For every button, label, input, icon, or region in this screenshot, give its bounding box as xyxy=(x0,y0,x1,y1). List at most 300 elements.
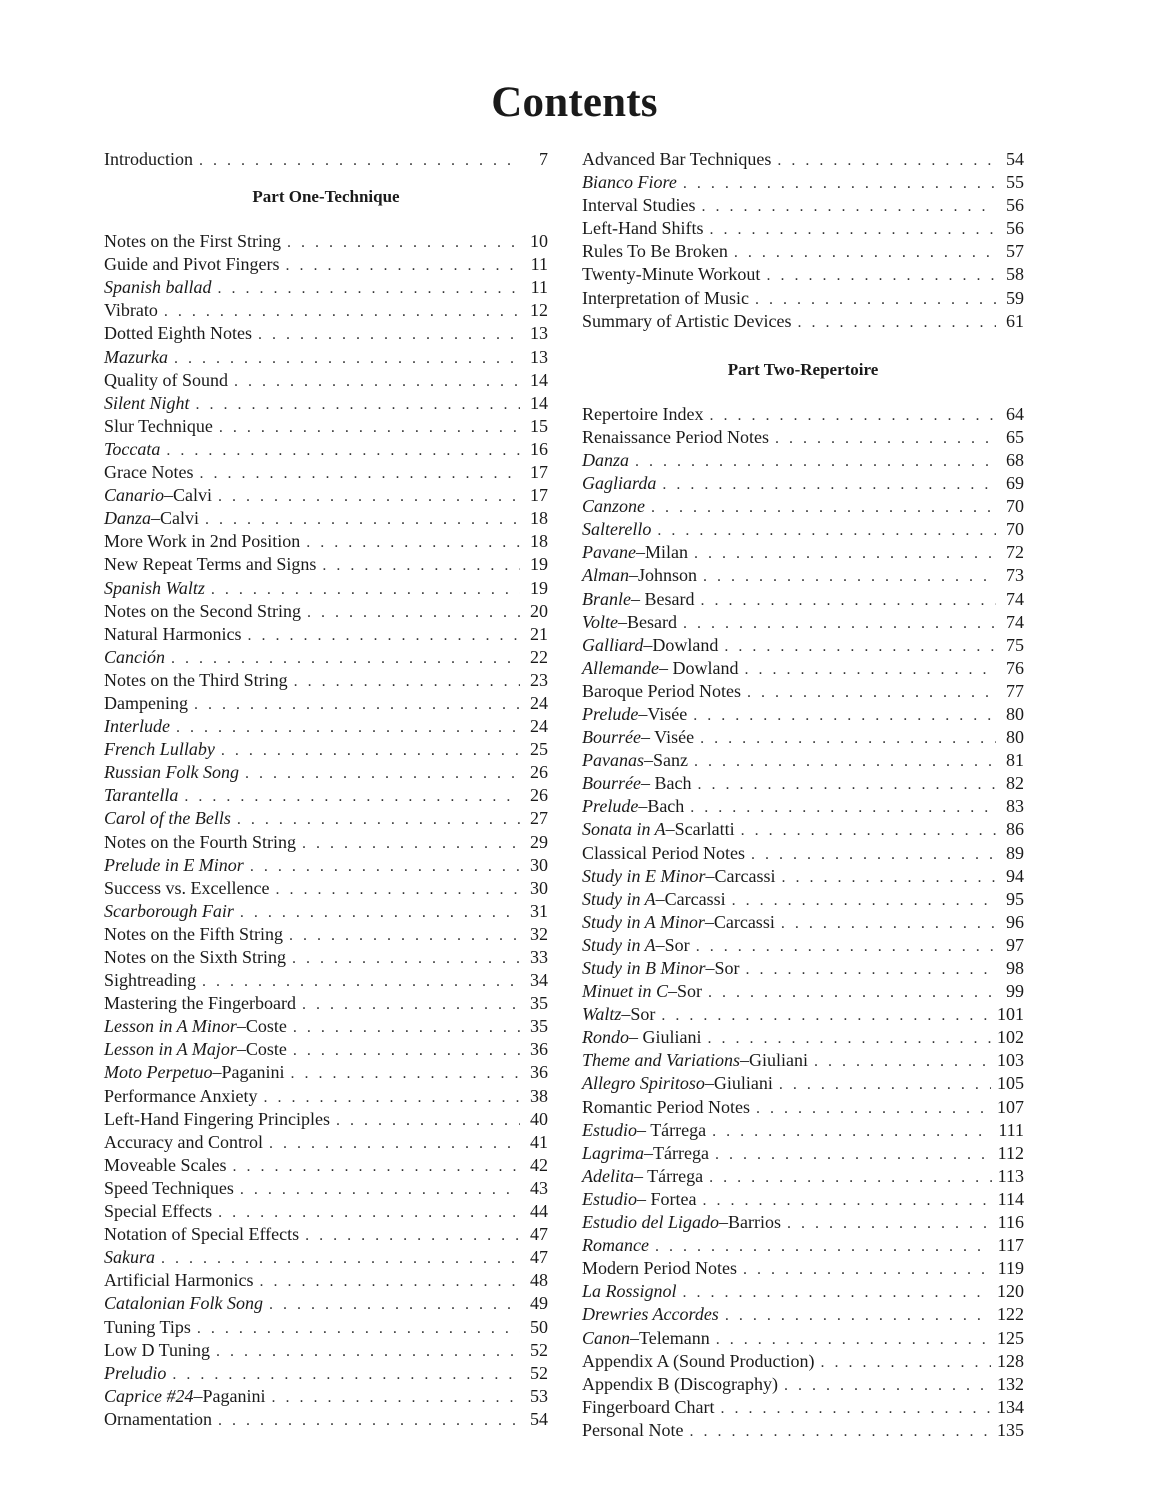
toc-entry-page: 70 xyxy=(1006,519,1024,540)
dot-leader xyxy=(720,1397,991,1420)
toc-entry[interactable] xyxy=(582,1396,1024,1419)
toc-entry[interactable] xyxy=(582,1072,1024,1095)
toc-entry[interactable] xyxy=(104,1177,548,1200)
dot-leader xyxy=(240,901,520,924)
dot-leader xyxy=(164,300,520,323)
toc-entry[interactable] xyxy=(104,1061,548,1084)
toc-entry[interactable] xyxy=(104,784,548,807)
toc-entry[interactable] xyxy=(582,1257,1024,1280)
toc-entry[interactable] xyxy=(104,438,548,461)
toc-list-part-one xyxy=(104,230,548,1431)
toc-entry[interactable] xyxy=(582,772,1024,795)
toc-entry[interactable] xyxy=(104,969,548,992)
dot-leader xyxy=(218,485,520,508)
toc-entry[interactable] xyxy=(582,287,1024,310)
dot-leader xyxy=(696,935,996,958)
toc-entry[interactable] xyxy=(582,1003,1024,1026)
toc-entry[interactable] xyxy=(104,1154,548,1177)
toc-entry[interactable] xyxy=(104,1362,548,1385)
toc-entry-page: 35 xyxy=(530,993,548,1014)
toc-entry-page: 54 xyxy=(1006,149,1024,169)
toc-entry[interactable] xyxy=(582,194,1024,217)
toc-entry-page: 43 xyxy=(530,1177,548,1198)
dot-leader xyxy=(305,1224,520,1247)
toc-entry-page: 55 xyxy=(1006,172,1024,193)
toc-entry[interactable] xyxy=(582,1373,1024,1396)
dot-leader xyxy=(694,750,996,773)
toc-entry-page: 17 xyxy=(530,462,548,483)
toc-entry[interactable] xyxy=(582,980,1024,1003)
toc-entry[interactable] xyxy=(104,669,548,692)
toc-entry-title: Allegro Spiritoso–Giuliani xyxy=(582,1073,773,1094)
toc-entry-page: 15 xyxy=(530,415,548,436)
toc-entry-title: Modern Period Notes xyxy=(582,1258,737,1279)
toc-entry[interactable] xyxy=(582,495,1024,518)
dot-leader xyxy=(287,231,520,254)
toc-entry[interactable] xyxy=(582,426,1024,449)
toc-entry-page: 24 xyxy=(530,716,548,737)
toc-entry-page: 73 xyxy=(1006,565,1024,586)
toc-entry-title: Personal Note xyxy=(582,1419,684,1440)
toc-entry-title: Success vs. Excellence xyxy=(104,877,270,898)
toc-entry-page: 68 xyxy=(1006,449,1024,470)
toc-entry-title: Spanish ballad xyxy=(104,277,212,298)
dot-leader xyxy=(751,843,996,866)
toc-entry[interactable] xyxy=(582,1303,1024,1326)
dot-leader xyxy=(161,1247,520,1270)
toc-entry[interactable] xyxy=(104,877,548,900)
toc-entry-page: 74 xyxy=(1006,611,1024,632)
toc-entry-title: Toccata xyxy=(104,438,161,459)
toc-entry[interactable] xyxy=(582,240,1024,263)
toc-entry[interactable] xyxy=(582,518,1024,541)
toc-entry-page: 57 xyxy=(1006,241,1024,262)
toc-entry[interactable] xyxy=(582,1419,1024,1442)
toc-entry[interactable] xyxy=(582,1280,1024,1303)
toc-entry-title: Interlude xyxy=(104,716,170,737)
dot-leader xyxy=(211,578,520,601)
toc-entry[interactable] xyxy=(104,807,548,830)
toc-entry-page: 107 xyxy=(997,1096,1024,1117)
dot-leader xyxy=(766,264,996,287)
toc-entry-page: 98 xyxy=(1006,958,1024,978)
toc-entry[interactable] xyxy=(582,310,1024,333)
toc-entry-title: Lesson in A Major–Coste xyxy=(104,1039,287,1060)
toc-entry[interactable] xyxy=(104,253,548,276)
dot-leader xyxy=(746,958,996,981)
toc-entry-page: 128 xyxy=(997,1350,1024,1371)
toc-entry-title: Tuning Tips xyxy=(104,1316,191,1337)
toc-entry[interactable] xyxy=(104,1200,548,1223)
toc-entry[interactable] xyxy=(104,369,548,392)
toc-entry[interactable] xyxy=(582,818,1024,841)
toc-entry-page: 58 xyxy=(1006,264,1024,285)
toc-entry[interactable] xyxy=(582,403,1024,426)
toc-entry[interactable] xyxy=(582,217,1024,240)
toc-entry-title: More Work in 2nd Position xyxy=(104,531,301,552)
toc-entry[interactable] xyxy=(104,553,548,576)
toc-entry-title: Guide and Pivot Fingers xyxy=(104,254,280,275)
toc-entry[interactable] xyxy=(104,1292,548,1315)
dot-leader xyxy=(708,981,996,1004)
toc-entry-title: Study in A Minor–Carcassi xyxy=(582,911,775,932)
dot-leader xyxy=(172,1363,520,1386)
dot-leader xyxy=(199,462,520,485)
toc-entry[interactable] xyxy=(582,957,1024,980)
toc-entry[interactable] xyxy=(582,934,1024,957)
dot-leader xyxy=(234,370,520,393)
toc-entry-title: Carol of the Bells xyxy=(104,808,231,829)
toc-entry-title: Catalonian Folk Song xyxy=(104,1293,263,1314)
dot-leader xyxy=(690,796,996,819)
dot-leader xyxy=(269,1293,520,1316)
toc-entry[interactable] xyxy=(582,1142,1024,1165)
dot-leader xyxy=(715,1143,992,1166)
toc-entry-page: 25 xyxy=(530,739,548,760)
toc-entry-title: Moveable Scales xyxy=(104,1154,227,1175)
toc-entry-title: Introduction xyxy=(104,149,193,169)
toc-entry-page: 26 xyxy=(530,785,548,806)
dot-leader xyxy=(781,912,996,935)
dot-leader xyxy=(219,416,520,439)
dot-leader xyxy=(661,1004,991,1027)
toc-entry[interactable] xyxy=(104,1316,548,1339)
toc-entry-title: Baroque Period Notes xyxy=(582,680,741,701)
dot-leader xyxy=(289,924,520,947)
toc-entry[interactable] xyxy=(104,461,548,484)
dot-leader xyxy=(724,635,996,658)
toc-entry[interactable] xyxy=(582,749,1024,772)
toc-entry-title: Speed Techniques xyxy=(104,1177,234,1198)
toc-entry-title: Sonata in A–Scarlatti xyxy=(582,819,735,840)
toc-entry-title: Volte–Besard xyxy=(582,611,677,632)
toc-entry-page: 64 xyxy=(1006,403,1024,424)
dot-leader xyxy=(703,565,996,588)
toc-entry-title: Rules To Be Broken xyxy=(582,241,728,262)
toc-entry-title: New Repeat Terms and Signs xyxy=(104,554,317,575)
toc-entry[interactable] xyxy=(104,1038,548,1061)
toc-entry-title: Caprice #24–Paganini xyxy=(104,1385,266,1406)
toc-entry-page: 122 xyxy=(997,1304,1024,1325)
toc-entry[interactable] xyxy=(104,230,548,253)
toc-entry-title: Russian Folk Song xyxy=(104,762,239,783)
toc-entry-title: Pavane–Milan xyxy=(582,542,688,563)
toc-entry-page: 86 xyxy=(1006,819,1024,840)
toc-entry[interactable] xyxy=(104,1246,548,1269)
toc-entry-title: Renaissance Period Notes xyxy=(582,426,769,447)
dot-leader xyxy=(787,1212,992,1235)
toc-entry-page: 120 xyxy=(997,1281,1024,1302)
toc-entry-title: Dotted Eighth Notes xyxy=(104,323,252,344)
toc-entry[interactable] xyxy=(582,842,1024,865)
toc-entry-title: Accuracy and Control xyxy=(104,1131,263,1152)
toc-entry-title: Romance xyxy=(582,1235,649,1256)
dot-leader xyxy=(302,993,520,1016)
toc-entry[interactable] xyxy=(104,392,548,415)
toc-entry-page: 113 xyxy=(997,1165,1024,1186)
toc-entry[interactable] xyxy=(104,346,548,369)
toc-entry-page: 101 xyxy=(997,1004,1024,1025)
toc-entry[interactable] xyxy=(104,507,548,530)
toc-entry-title: Branle– Besard xyxy=(582,588,695,609)
dot-leader xyxy=(708,1027,992,1050)
toc-entry-page: 56 xyxy=(1006,195,1024,216)
toc-entry-page: 125 xyxy=(997,1327,1024,1348)
toc-entry[interactable] xyxy=(104,761,548,784)
toc-entry[interactable] xyxy=(582,1119,1024,1142)
toc-entry[interactable] xyxy=(582,634,1024,657)
dot-leader xyxy=(240,1178,520,1201)
toc-entry-title: Left-Hand Fingering Principles xyxy=(104,1108,330,1129)
dot-leader xyxy=(712,1120,992,1143)
toc-entry[interactable] xyxy=(582,795,1024,818)
dot-leader xyxy=(269,1132,520,1155)
toc-entry-page: 49 xyxy=(530,1293,548,1314)
toc-entry-title: Study in E Minor–Carcassi xyxy=(582,865,776,886)
toc-entry[interactable] xyxy=(582,1165,1024,1188)
toc-entry-title: Slur Technique xyxy=(104,415,213,436)
toc-entry[interactable] xyxy=(104,854,548,877)
toc-entry[interactable] xyxy=(582,911,1024,934)
toc-entry[interactable] xyxy=(582,1049,1024,1072)
toc-entry[interactable] xyxy=(104,900,548,923)
toc-entry[interactable] xyxy=(104,715,548,738)
toc-entry-title: Performance Anxiety xyxy=(104,1085,258,1106)
dot-leader xyxy=(272,1386,521,1409)
toc-entry[interactable] xyxy=(582,865,1024,888)
dot-leader xyxy=(176,716,520,739)
dot-leader xyxy=(635,450,996,473)
toc-entry[interactable] xyxy=(104,738,548,761)
toc-entry[interactable] xyxy=(104,1085,548,1108)
toc-entry-title: Preludio xyxy=(104,1362,167,1383)
toc-entry[interactable] xyxy=(582,1026,1024,1049)
dot-leader xyxy=(336,1109,520,1132)
toc-entry-page: 36 xyxy=(530,1062,548,1083)
dot-leader xyxy=(689,1420,991,1443)
toc-entry-title: Low D Tuning xyxy=(104,1339,211,1360)
toc-entry-title: Estudio– Tárrega xyxy=(582,1119,707,1140)
toc-entry-title: Prelude–Visée xyxy=(582,703,688,724)
toc-entry-title: Moto Perpetuo–Paganini xyxy=(104,1062,285,1083)
toc-entry-page: 41 xyxy=(530,1131,548,1152)
toc-entry-page: 29 xyxy=(530,831,548,852)
toc-entry[interactable] xyxy=(104,1269,548,1292)
toc-entry-page: 18 xyxy=(530,508,548,529)
toc-entry[interactable] xyxy=(582,726,1024,749)
toc-entry-page: 59 xyxy=(1006,287,1024,308)
toc-entry[interactable] xyxy=(104,577,548,600)
toc-entry-title: Left-Hand Shifts xyxy=(582,218,704,239)
toc-entry-page: 30 xyxy=(530,877,548,898)
toc-entry[interactable] xyxy=(582,1188,1024,1211)
toc-entry-page: 61 xyxy=(1006,310,1024,331)
toc-entry[interactable] xyxy=(104,1108,548,1131)
dot-leader xyxy=(755,288,996,311)
toc-entry-page: 19 xyxy=(530,554,548,575)
toc-entry[interactable] xyxy=(104,1385,548,1408)
dot-leader xyxy=(651,496,996,519)
toc-entry[interactable] xyxy=(582,541,1024,564)
toc-entry-page: 23 xyxy=(530,669,548,690)
toc-entry-title: Mastering the Fingerboard xyxy=(104,993,296,1014)
toc-entry[interactable] xyxy=(582,588,1024,611)
dot-leader xyxy=(781,866,996,889)
toc-entry-title: Estudio– Fortea xyxy=(582,1188,697,1209)
dot-leader xyxy=(697,773,996,796)
toc-entry[interactable] xyxy=(104,1339,548,1362)
toc-entry-title: Prelude–Bach xyxy=(582,796,685,817)
toc-entry-title: Canzone xyxy=(582,496,645,517)
toc-entry-title: Minuet in C–Sor xyxy=(582,981,703,1002)
toc-entry-page: 22 xyxy=(530,646,548,667)
toc-entry[interactable] xyxy=(582,171,1024,194)
toc-entry[interactable] xyxy=(582,449,1024,472)
toc-entry-page: 21 xyxy=(530,623,548,644)
toc-entry-page: 132 xyxy=(997,1373,1024,1394)
dot-leader xyxy=(703,1189,992,1212)
toc-entry-page: 94 xyxy=(1006,865,1024,886)
toc-entry-page: 135 xyxy=(997,1419,1024,1440)
toc-entry-title: Scarborough Fair xyxy=(104,900,234,921)
toc-entry[interactable] xyxy=(104,299,548,322)
dot-leader xyxy=(662,473,996,496)
toc-entry-title: Interpretation of Music xyxy=(582,287,749,308)
toc-entry[interactable] xyxy=(104,1131,548,1154)
toc-entry-title: Artificial Harmonics xyxy=(104,1270,254,1291)
toc-entry-page: 80 xyxy=(1006,703,1024,724)
dot-leader xyxy=(292,947,520,970)
dot-leader xyxy=(307,601,520,624)
toc-entry-title: Notes on the Third String xyxy=(104,669,288,690)
dot-leader xyxy=(779,1073,991,1096)
toc-entry-page: 114 xyxy=(997,1188,1024,1209)
toc-entry-title: Special Effects xyxy=(104,1201,213,1222)
toc-entry[interactable] xyxy=(582,611,1024,634)
toc-entry-page: 19 xyxy=(530,577,548,598)
toc-entry-title: Spanish Waltz xyxy=(104,577,205,598)
dot-leader xyxy=(216,1340,520,1363)
toc-entry[interactable] xyxy=(582,1327,1024,1350)
toc-entry[interactable] xyxy=(582,888,1024,911)
toc-entry[interactable] xyxy=(104,322,548,345)
toc-entry[interactable] xyxy=(104,484,548,507)
toc-entry[interactable] xyxy=(104,415,548,438)
toc-entry-page: 74 xyxy=(1006,588,1024,609)
toc-entry[interactable] xyxy=(104,692,548,715)
toc-entry[interactable] xyxy=(104,646,548,669)
toc-entry-page: 18 xyxy=(530,531,548,552)
dot-leader xyxy=(258,323,520,346)
toc-entry-page: 116 xyxy=(997,1212,1024,1233)
toc-entry[interactable] xyxy=(104,992,548,1015)
toc-entry-page: 27 xyxy=(530,808,548,829)
toc-entry-page: 96 xyxy=(1006,911,1024,932)
toc-entry[interactable] xyxy=(582,703,1024,726)
toc-entry[interactable] xyxy=(582,472,1024,495)
toc-entry-title: Sightreading xyxy=(104,970,196,991)
toc-entry-title: Estudio del Ligado–Barrios xyxy=(582,1212,782,1233)
toc-entry[interactable] xyxy=(104,1223,548,1246)
toc-entry-title: Advanced Bar Techniques xyxy=(582,149,772,169)
toc-entry[interactable] xyxy=(582,263,1024,286)
dot-leader xyxy=(171,647,520,670)
toc-entry[interactable] xyxy=(582,1096,1024,1119)
toc-entry-title: Vibrato xyxy=(104,300,158,321)
toc-entry[interactable] xyxy=(104,148,548,171)
toc-entry-title: Mazurka xyxy=(104,346,168,367)
dot-leader xyxy=(694,542,996,565)
toc-entry[interactable] xyxy=(104,831,548,854)
toc-entry[interactable] xyxy=(104,600,548,623)
dot-leader xyxy=(775,427,996,450)
toc-entry[interactable] xyxy=(582,148,1024,171)
dot-leader xyxy=(218,1201,520,1224)
toc-entry-title: Prelude in E Minor xyxy=(104,854,244,875)
toc-entry[interactable] xyxy=(104,623,548,646)
toc-entry[interactable] xyxy=(582,1234,1024,1257)
toc-entry[interactable] xyxy=(104,530,548,553)
toc-entry-page: 134 xyxy=(997,1396,1024,1417)
toc-entry-page: 117 xyxy=(997,1235,1024,1256)
toc-entry-title: Salterello xyxy=(582,519,652,540)
toc-entry[interactable] xyxy=(104,1015,548,1038)
toc-entry[interactable] xyxy=(582,1211,1024,1234)
dot-leader xyxy=(221,739,520,762)
toc-entry[interactable] xyxy=(582,564,1024,587)
toc-entry[interactable] xyxy=(104,276,548,299)
toc-entry-page: 89 xyxy=(1006,842,1024,863)
dot-leader xyxy=(756,1097,991,1120)
toc-entry-page: 112 xyxy=(997,1142,1024,1163)
toc-entry-title: Grace Notes xyxy=(104,462,194,483)
toc-entry[interactable] xyxy=(582,1350,1024,1373)
toc-entry-title: Dampening xyxy=(104,692,188,713)
toc-entry-page: 97 xyxy=(1006,934,1024,955)
toc-entry-title: Interval Studies xyxy=(582,195,696,216)
dot-leader xyxy=(747,681,996,704)
toc-entry-title: Twenty-Minute Workout xyxy=(582,264,761,285)
toc-entry[interactable] xyxy=(582,657,1024,680)
toc-entry-title: Rondo– Giuliani xyxy=(582,1027,702,1048)
dot-leader xyxy=(286,254,521,277)
dot-leader xyxy=(693,704,996,727)
toc-entry-title: Lagrima–Tárrega xyxy=(582,1142,709,1163)
toc-entry[interactable] xyxy=(104,1408,548,1431)
toc-entry[interactable] xyxy=(104,946,548,969)
toc-entry-page: 47 xyxy=(530,1247,548,1268)
dot-leader xyxy=(237,808,520,831)
toc-right-column xyxy=(582,148,1024,1442)
dot-leader xyxy=(174,347,520,370)
dot-leader xyxy=(218,277,520,300)
toc-entry-title: La Rossignol xyxy=(582,1281,677,1302)
dot-leader xyxy=(293,1016,520,1039)
toc-list-part-one-continued xyxy=(582,148,1024,333)
toc-entry-page: 31 xyxy=(530,900,548,921)
toc-entry[interactable] xyxy=(582,680,1024,703)
toc-entry-page: 24 xyxy=(530,692,548,713)
toc-entry[interactable] xyxy=(104,923,548,946)
toc-left-column xyxy=(104,148,548,1431)
toc-entry-title: Allemande– Dowland xyxy=(582,657,739,678)
dot-leader xyxy=(218,1409,520,1432)
toc-entry-title: Gagliarda xyxy=(582,473,657,494)
toc-entry-title: Sakura xyxy=(104,1247,155,1268)
toc-entry-page: 20 xyxy=(530,600,548,621)
toc-entry-title: Tarantella xyxy=(104,785,179,806)
dot-leader xyxy=(725,1304,991,1327)
